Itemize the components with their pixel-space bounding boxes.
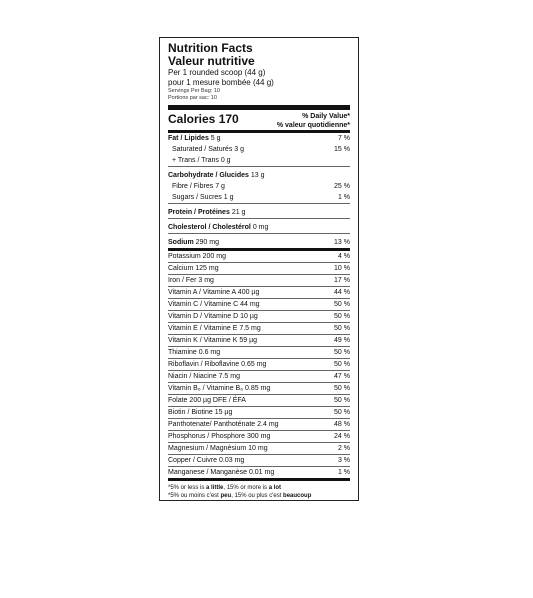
micronutrient-name: Thiamine: [168, 349, 197, 356]
fn-fr-mid: , 15% ou plus c'est: [231, 493, 284, 499]
saturated-amount: 3 g: [234, 146, 245, 153]
micronutrient-pct: 3 %: [337, 457, 350, 464]
micronutrient-name: Vitamin E / Vitamine E: [168, 325, 238, 332]
micronutrient-amount: 10 µg: [240, 313, 258, 320]
fat-pct: 7 %: [337, 135, 350, 142]
micronutrient-list: [168, 251, 350, 478]
servings-per-bag-fr: Portions par sac: 10: [168, 95, 217, 101]
serving-size-en: Per 1 rounded scoop (44 g): [168, 68, 266, 77]
fn-en-mid: , 15% or more is: [223, 485, 269, 491]
serving-size-fr: pour 1 mesure bombée (44 g): [168, 78, 274, 87]
fn-en-little: a little: [206, 485, 224, 491]
micronutrient-name: Riboflavin / Riboflavine: [168, 361, 240, 368]
title-fr: Valeur nutritive: [168, 54, 255, 68]
servings-per-bag-en: Servings Per Bag: 10: [168, 88, 220, 94]
sugars-pct: 1 %: [337, 194, 350, 201]
micronutrient-row: [168, 395, 350, 406]
micronutrient-name: Magnesium / Magnésium: [168, 445, 247, 452]
footnote: [168, 481, 350, 500]
micronutrient-row: [168, 467, 350, 478]
saturated-pct: 15 %: [334, 146, 350, 153]
micronutrient-amount: 3 mg: [198, 277, 214, 284]
micronutrient-row: [168, 359, 350, 370]
micronutrient-pct: 50 %: [334, 325, 350, 332]
fibre-amount: 7 g: [215, 183, 225, 190]
micronutrient-pct: 50 %: [334, 409, 350, 416]
micronutrient-amount: 7.5 mg: [239, 325, 261, 332]
protein-name: Protein / Protéines: [168, 209, 230, 216]
micronutrient-pct: 4 %: [337, 253, 350, 260]
micronutrient-row: [168, 275, 350, 286]
micronutrient-name: Vitamin K / Vitamine K: [168, 337, 238, 344]
micronutrient-row: [168, 323, 350, 334]
fn-fr-beaucoup: beaucoup: [283, 493, 312, 499]
micronutrient-amount: 0.01 mg: [248, 469, 275, 476]
sugars-row: [168, 192, 350, 203]
micronutrient-amount: 0.85 mg: [244, 385, 271, 392]
micronutrient-name: Copper / Cuivre: [168, 457, 218, 464]
micronutrient-name: Vitamin A / Vitamine A: [168, 289, 236, 296]
daily-value-header: [277, 112, 350, 130]
micronutrient-amount: 15 µg: [214, 409, 233, 416]
protein-row: [168, 207, 350, 218]
footnote-fr: [168, 492, 350, 500]
micronutrient-name: Folate: [168, 397, 188, 404]
carb-amount: 13 g: [250, 172, 265, 179]
micronutrient-name: Vitamin C / Vitamine C: [168, 301, 239, 308]
fat-row: [168, 133, 350, 144]
calories-label: Calories 170: [168, 112, 239, 126]
cholesterol-row: [168, 222, 350, 233]
carb-row: [168, 170, 350, 181]
micronutrient-name: Iron / Fer: [168, 277, 197, 284]
micronutrient-name: Niacin / Niacine: [168, 373, 217, 380]
sugars-name: Sugars / Sucres: [172, 194, 222, 201]
protein-amount: 21 g: [231, 209, 246, 216]
trans-row: [168, 155, 350, 166]
fat-amount: 5 g: [210, 135, 221, 142]
micronutrient-pct: 47 %: [334, 373, 350, 380]
micronutrient-row: [168, 407, 350, 418]
sodium-name: Sodium: [168, 239, 194, 246]
title-en: Nutrition Facts: [168, 41, 253, 55]
micronutrient-amount: 0.65 mg: [241, 361, 267, 368]
micronutrient-pct: 50 %: [334, 361, 350, 368]
saturated-name: Saturated / Saturés: [172, 146, 233, 153]
micronutrient-pct: 2 %: [337, 445, 350, 452]
micronutrient-name: Panthotenate/ Panthoténate: [168, 421, 256, 428]
cholesterol-name: Cholesterol / Cholestérol: [168, 224, 251, 231]
micronutrient-row: [168, 263, 350, 274]
micronutrient-amount: 200 mg: [202, 253, 226, 260]
micronutrient-row: [168, 383, 350, 394]
micronutrient-amount: 400 µg: [237, 289, 260, 296]
micronutrient-name: Calcium: [168, 265, 194, 272]
micronutrient-pct: 50 %: [334, 349, 350, 356]
micronutrient-row: [168, 251, 350, 262]
micronutrient-name: Vitamin B₆ / Vitamine B₆: [168, 385, 244, 392]
micronutrient-row: [168, 347, 350, 358]
fn-fr-prefix: *5% ou moins c'est: [168, 493, 221, 499]
micronutrient-pct: 49 %: [334, 337, 350, 344]
cholesterol-amount: 0 mg: [252, 224, 269, 231]
micronutrient-amount: 10 mg: [248, 445, 268, 452]
micronutrient-row: [168, 287, 350, 298]
micronutrient-row: [168, 371, 350, 382]
fibre-name: Fibre / Fibres: [172, 183, 214, 190]
fn-en-prefix: *5% or less is: [168, 485, 207, 491]
sodium-pct: 13 %: [334, 239, 350, 246]
dv-fr: % valeur quotidienne*: [276, 122, 350, 129]
nutrition-facts-panel: [159, 37, 359, 501]
fibre-pct: 25 %: [334, 183, 350, 190]
micronutrient-amount: 300 mg: [247, 433, 271, 440]
micronutrient-pct: 1 %: [337, 469, 350, 476]
micronutrient-amount: 200 µg DFE / ÉFA: [189, 397, 246, 404]
sodium-amount: 290 mg: [195, 239, 219, 246]
micronutrient-pct: 50 %: [334, 313, 350, 320]
micronutrient-pct: 17 %: [334, 277, 350, 284]
fn-en-lot: a lot: [268, 485, 282, 491]
micronutrient-amount: 2.4 mg: [257, 421, 279, 428]
micronutrient-row: [168, 455, 350, 466]
micronutrient-pct: 44 %: [334, 289, 350, 296]
trans-amount: 0 g: [220, 157, 231, 164]
fat-name: Fat / Lipides: [168, 135, 209, 142]
calories-row: [168, 110, 350, 130]
carb-name: Carbohydrate / Glucides: [168, 172, 249, 179]
fibre-row: [168, 181, 350, 192]
micronutrient-name: Manganese / Manganèse: [168, 469, 247, 476]
micronutrient-name: Biotin / Biotine: [168, 409, 213, 416]
micronutrient-amount: 0.6 mg: [198, 349, 221, 356]
footnote-en: [168, 484, 350, 492]
micronutrient-amount: 59 µg: [239, 337, 258, 344]
micronutrient-pct: 50 %: [334, 301, 350, 308]
micronutrient-pct: 50 %: [334, 397, 350, 404]
micronutrient-name: Vitamin D / Vitamine D: [168, 313, 239, 320]
trans-name: + Trans / Trans: [172, 157, 219, 164]
micronutrient-row: [168, 311, 350, 322]
micronutrient-amount: 7.5 mg: [218, 373, 240, 380]
micronutrient-amount: 44 mg: [240, 301, 260, 308]
micronutrient-row: [168, 443, 350, 454]
dv-en: % Daily Value*: [302, 113, 350, 120]
micronutrient-row: [168, 335, 350, 346]
sugars-amount: 1 g: [223, 194, 234, 201]
micronutrient-amount: 0.03 mg: [218, 457, 245, 464]
micronutrient-pct: 50 %: [334, 385, 350, 392]
sodium-row: [168, 237, 350, 248]
saturated-row: [168, 144, 350, 155]
micronutrient-pct: 10 %: [334, 265, 350, 272]
micronutrient-row: [168, 299, 350, 310]
fn-fr-peu: peu: [220, 493, 232, 499]
micronutrient-name: Phosphorus / Phosphore: [168, 433, 246, 440]
micronutrient-pct: 24 %: [334, 433, 350, 440]
micronutrient-amount: 125 mg: [195, 265, 219, 272]
micronutrient-pct: 48 %: [334, 421, 350, 428]
micronutrient-name: Potassium: [168, 253, 201, 260]
micronutrient-row: [168, 431, 350, 442]
micronutrient-row: [168, 419, 350, 430]
